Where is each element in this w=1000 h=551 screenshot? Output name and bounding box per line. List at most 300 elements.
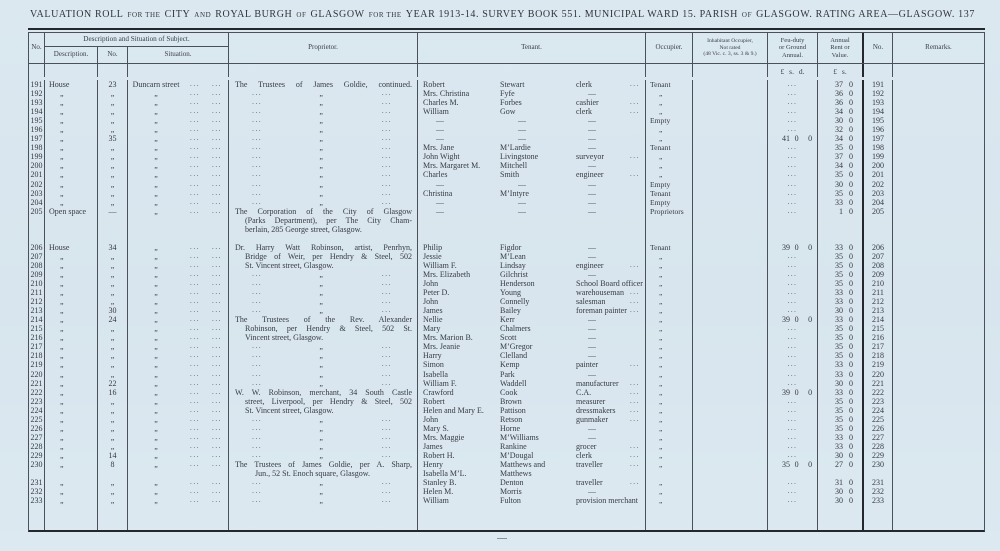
ditto-mark: „ <box>319 496 323 506</box>
leader-dots: ... <box>252 89 263 98</box>
cell-inhabitant-occupier <box>693 161 768 170</box>
leader-dots: ... <box>381 188 392 197</box>
leader-dots: ... <box>211 188 223 197</box>
cell-situation <box>128 424 229 433</box>
rent-shillings: 0 <box>849 242 853 252</box>
table-row <box>29 415 984 424</box>
leader-dots: ... <box>252 279 263 288</box>
cell-inhabitant-occupier <box>693 207 768 216</box>
cell-street-no <box>98 297 128 306</box>
cell-tenant <box>418 207 646 216</box>
table-row <box>29 107 984 116</box>
tenant-occupation-text: engineer <box>576 170 604 180</box>
ditto-mark: „ <box>319 369 323 379</box>
cell-tenant <box>418 442 646 451</box>
cell-situation <box>128 342 229 351</box>
cell-remarks <box>893 360 984 369</box>
table-row <box>29 297 984 306</box>
cell-street-no <box>98 342 128 351</box>
cell-description <box>45 234 98 243</box>
leader-dots: ... <box>211 107 223 116</box>
title-text: CITY <box>164 9 191 20</box>
cell-feu-duty <box>768 505 818 530</box>
leader-dots: ... <box>381 450 392 459</box>
ditto-mark: „ <box>659 342 663 352</box>
tenant-surname: — <box>518 134 526 144</box>
tenant-surname: Clelland <box>500 351 528 361</box>
cell-tenant <box>418 469 646 478</box>
leader-dots: ... <box>211 143 223 152</box>
ditto-mark: „ <box>110 432 115 442</box>
cell-inhabitant-occupier <box>693 397 768 406</box>
cell-tenant <box>418 134 646 143</box>
ditto-mark: „ <box>319 342 323 352</box>
cell-street-no <box>98 107 128 116</box>
units-cell <box>229 64 418 77</box>
cell-entry-no-right: 225 <box>864 415 893 424</box>
not-rated-dots: ... <box>787 405 798 414</box>
ditto-mark: „ <box>110 179 115 189</box>
cell-feu-duty <box>768 487 818 496</box>
table-row <box>29 134 984 143</box>
rent-pounds: 36 <box>835 89 843 99</box>
cell-description <box>45 333 98 342</box>
ditto-mark: „ <box>319 125 323 135</box>
cell-description <box>45 442 98 451</box>
cell-situation <box>128 198 229 207</box>
table-row <box>29 161 984 170</box>
cell-situation <box>128 315 229 324</box>
not-rated-dots: ... <box>787 333 798 342</box>
not-rated-dots: ... <box>787 170 798 179</box>
leader-dots: ... <box>381 89 392 98</box>
street-no-text: 30 <box>108 306 117 316</box>
leader-dots: ... <box>381 487 392 496</box>
cell-description <box>45 252 98 261</box>
header-feu-line1: Feu-duty <box>780 36 805 44</box>
cell-entry-no-right: 218 <box>864 351 893 360</box>
table-row <box>29 442 984 451</box>
cell-inhabitant-occupier <box>693 505 768 530</box>
tenant-surname: Smith <box>500 170 520 180</box>
leader-dots: ... <box>381 197 392 206</box>
cell-remarks <box>893 333 984 342</box>
tenant-surname: Fulton <box>500 496 521 506</box>
occupier-text: Proprietors <box>650 206 684 216</box>
cell-entry-no-right: 231 <box>864 478 893 487</box>
cell-remarks <box>893 270 984 279</box>
units-cell <box>29 64 45 77</box>
cell-entry-no: 209 <box>29 270 45 279</box>
ditto-mark: „ <box>154 89 158 99</box>
cell-annual-rent <box>818 424 864 433</box>
ditto-mark: „ <box>60 414 64 424</box>
cell-description <box>45 324 98 333</box>
cell-entry-no: 205 <box>29 207 45 216</box>
cell-feu-duty <box>768 415 818 424</box>
table-row <box>29 379 984 388</box>
not-rated-dots: ... <box>787 251 798 260</box>
tenant-surname: Mitchell <box>500 161 528 171</box>
leader-dots: ... <box>189 197 201 206</box>
cell-occupier <box>646 89 693 98</box>
tenant-surname: Fyfe <box>500 89 515 99</box>
ditto-mark: „ <box>110 351 115 361</box>
not-rated-dots: ... <box>787 116 798 125</box>
table-row <box>29 333 984 342</box>
ditto-mark: „ <box>154 125 158 135</box>
cell-street-no <box>98 207 128 216</box>
cell-inhabitant-occupier <box>693 261 768 270</box>
cell-proprietor <box>229 116 418 125</box>
rent-shillings: 0 <box>849 441 853 451</box>
not-rated-dots: ... <box>787 188 798 197</box>
ditto-mark: „ <box>154 152 158 162</box>
cell-annual-rent <box>818 80 864 89</box>
table-row <box>29 170 984 179</box>
cell-occupier <box>646 433 693 442</box>
leader-dots: ... <box>211 179 223 188</box>
ditto-mark: „ <box>154 423 158 433</box>
leader-dots: ... <box>252 414 263 423</box>
not-rated-dots: ... <box>787 351 798 360</box>
cell-occupier <box>646 397 693 406</box>
ditto-mark: „ <box>110 297 115 307</box>
cell-situation <box>128 161 229 170</box>
street-no-text: 22 <box>108 378 117 388</box>
ditto-mark: „ <box>60 342 64 352</box>
cell-entry-no: 216 <box>29 333 45 342</box>
cell-remarks <box>893 288 984 297</box>
leader-dots: ... <box>252 306 263 315</box>
cell-description <box>45 207 98 216</box>
cell-tenant <box>418 98 646 107</box>
table-row <box>29 180 984 189</box>
valuation-table <box>28 28 985 532</box>
cell-proprietor: The Trustees of James Goldie, per A. Sharp, <box>229 460 418 469</box>
cell-occupier <box>646 279 693 288</box>
cell-situation <box>128 107 229 116</box>
cell-annual-rent <box>818 496 864 505</box>
rent-shillings: 0 <box>849 143 853 153</box>
cell-entry-no-right: 193 <box>864 98 893 107</box>
leader-dots: ... <box>381 496 392 505</box>
leader-dots: ... <box>252 441 263 450</box>
table-row <box>29 261 984 270</box>
ditto-mark: „ <box>154 279 158 289</box>
cell-street-no <box>98 270 128 279</box>
cell-proprietor <box>229 134 418 143</box>
cell-situation <box>128 125 229 134</box>
cell-occupier <box>646 505 693 530</box>
header-inhabitant-occupier <box>693 33 768 63</box>
cell-annual-rent <box>818 360 864 369</box>
tenant-surname: Young <box>500 288 521 298</box>
tenant-surname: Kerr <box>500 315 515 325</box>
cell-annual-rent <box>818 170 864 179</box>
cell-inhabitant-occupier <box>693 496 768 505</box>
ditto-mark: „ <box>659 414 663 424</box>
cell-description <box>45 80 98 89</box>
leader-dots: ... <box>189 80 201 88</box>
leader-dots: ... <box>629 360 640 369</box>
cell-situation <box>128 433 229 442</box>
cell-description <box>45 496 98 505</box>
tenant-surname <box>500 234 576 243</box>
tenant-surname: Park <box>500 369 515 379</box>
cell-annual-rent <box>818 442 864 451</box>
rent-pounds: 32 <box>835 125 843 135</box>
ditto-mark: „ <box>659 423 663 433</box>
ditto-mark: „ <box>319 487 323 497</box>
ditto-mark: „ <box>110 369 115 379</box>
table-row <box>29 306 984 315</box>
cell-occupier <box>646 315 693 324</box>
tenant-forename: Mrs. Maggie <box>423 432 465 442</box>
leader-dots: ... <box>381 288 392 297</box>
tenant-surname: Brown <box>500 396 522 406</box>
cell-street-no <box>98 198 128 207</box>
cell-entry-no-right <box>864 505 893 530</box>
cell-occupier <box>646 189 693 198</box>
table-row <box>29 315 984 324</box>
cell-proprietor: berlain, 285 George street, Glasgow. <box>229 225 418 234</box>
leader-dots: ... <box>629 306 640 315</box>
ditto-mark: „ <box>319 179 323 189</box>
title-group <box>816 9 955 20</box>
cell-description <box>45 143 98 152</box>
cell-street-no <box>98 134 128 143</box>
leader-dots: ... <box>189 242 201 251</box>
leader-dots: ... <box>211 369 223 378</box>
cell-inhabitant-occupier <box>693 243 768 252</box>
leader-dots: ... <box>252 288 263 297</box>
leader-dots: ... <box>629 478 640 487</box>
cell-tenant <box>418 360 646 369</box>
cell-inhabitant-occupier <box>693 342 768 351</box>
rent-pounds: 35 <box>835 405 843 415</box>
cell-street-no <box>98 125 128 134</box>
leader-dots: ... <box>381 351 392 360</box>
ditto-mark: „ <box>154 170 158 180</box>
ditto-mark: „ <box>319 89 323 99</box>
cell-entry-no: 218 <box>29 351 45 360</box>
leader-dots: ... <box>189 423 201 432</box>
cell-entry-no <box>29 234 45 243</box>
cell-remarks <box>893 225 984 234</box>
tenant-occupation-text: painter <box>576 360 599 370</box>
cell-remarks <box>893 143 984 152</box>
cell-entry-no-right: 222 <box>864 388 893 397</box>
leader-dots: ... <box>629 170 640 179</box>
occupier-text: Tenant <box>650 242 671 252</box>
cell-entry-no: 229 <box>29 451 45 460</box>
cell-annual-rent <box>818 198 864 207</box>
table-row <box>29 360 984 369</box>
cell-occupier <box>646 234 693 243</box>
leader-dots: ... <box>211 450 223 459</box>
not-rated-dots: ... <box>787 80 798 88</box>
cell-inhabitant-occupier <box>693 306 768 315</box>
rent-pounds: 30 <box>835 450 843 460</box>
leader-dots: ... <box>252 152 263 161</box>
ditto-mark: „ <box>60 179 64 189</box>
leader-dots: ... <box>211 496 223 505</box>
cell-tenant <box>418 288 646 297</box>
not-rated-dots: ... <box>787 378 798 387</box>
tenant-forename: — <box>436 125 444 135</box>
cell-tenant <box>418 451 646 460</box>
tenant-surname: — <box>518 125 526 135</box>
cell-occupier <box>646 324 693 333</box>
ditto-mark: „ <box>319 432 323 442</box>
tenant-surname: Retson <box>500 414 523 424</box>
tenant-surname <box>500 505 576 530</box>
rent-pounds: 37 <box>835 152 843 162</box>
cell-entry-no: 199 <box>29 152 45 161</box>
rent-pounds: 31 <box>835 478 843 488</box>
table-row <box>29 189 984 198</box>
cell-proprietor <box>229 487 418 496</box>
tenant-occupation-text: traveller <box>576 459 603 469</box>
cell-situation <box>128 225 229 234</box>
cell-street-no <box>98 406 128 415</box>
cell-street-no <box>98 469 128 478</box>
cell-occupier <box>646 469 693 478</box>
cell-proprietor: Robinson, per Hendry & Steel, 502 St. <box>229 324 418 333</box>
ditto-mark: „ <box>60 297 64 307</box>
cell-feu-duty <box>768 116 818 125</box>
cell-inhabitant-occupier <box>693 288 768 297</box>
tenant-forename: Helen and Mary E. <box>423 405 484 415</box>
title-text: FOR THE <box>368 10 402 19</box>
cell-tenant <box>418 152 646 161</box>
leader-dots: ... <box>211 351 223 360</box>
rent-shillings: 0 <box>849 170 853 180</box>
tenant-occupation <box>576 388 645 397</box>
ditto-mark: „ <box>659 333 663 343</box>
cell-situation <box>128 261 229 270</box>
tenant-occupation <box>576 460 645 469</box>
tenant-surname: M’Dougal <box>500 450 534 460</box>
ditto-mark: „ <box>60 487 64 497</box>
ditto-mark: „ <box>659 459 663 469</box>
table-row <box>29 487 984 496</box>
cell-situation <box>128 360 229 369</box>
tenant-forename <box>418 505 500 530</box>
ditto-mark: „ <box>60 423 64 433</box>
cell-situation <box>128 207 229 216</box>
leader-dots: ... <box>252 369 263 378</box>
not-rated-dots: ... <box>787 414 798 423</box>
cell-feu-duty <box>768 406 818 415</box>
cell-inhabitant-occupier <box>693 216 768 225</box>
tenant-occupation-text: surveyor <box>576 152 604 162</box>
cell-situation <box>128 89 229 98</box>
cell-proprietor: Dr. Harry Watt Robinson, artist, Penrhyn, <box>229 243 418 252</box>
header-inhabitant-line1: Inhabitant Occupier, <box>707 38 753 45</box>
leader-dots: ... <box>629 387 640 396</box>
cell-remarks <box>893 505 984 530</box>
cell-description <box>45 270 98 279</box>
tenant-surname: — <box>518 206 526 216</box>
rent-shillings: 0 <box>849 161 853 171</box>
tenant-occupation-text: warehouseman <box>576 288 624 298</box>
cell-tenant <box>418 107 646 116</box>
occupier-text: Tenant <box>650 143 671 153</box>
ditto-mark: „ <box>659 487 663 497</box>
page-header <box>30 9 975 20</box>
cell-feu-duty <box>768 424 818 433</box>
feu-pounds: 39 <box>782 315 791 325</box>
cell-annual-rent <box>818 315 864 324</box>
cell-entry-no: 214 <box>29 315 45 324</box>
cell-inhabitant-occupier <box>693 315 768 324</box>
cell-entry-no-right: 211 <box>864 288 893 297</box>
cell-entry-no: 224 <box>29 406 45 415</box>
tenant-forename: James <box>423 441 443 451</box>
leader-dots: ... <box>381 369 392 378</box>
ditto-mark: „ <box>319 378 323 388</box>
cell-occupier <box>646 152 693 161</box>
cell-situation <box>128 116 229 125</box>
cell-remarks <box>893 243 984 252</box>
cell-feu-duty <box>768 89 818 98</box>
title-text: GLASGOW <box>310 9 365 20</box>
table-row <box>29 143 984 152</box>
cell-tenant <box>418 433 646 442</box>
cell-proprietor: The Corporation of the City of Glasgow <box>229 207 418 216</box>
tenant-surname: Rankine <box>500 441 527 451</box>
cell-inhabitant-occupier <box>693 80 768 89</box>
cell-entry-no: 194 <box>29 107 45 116</box>
cell-entry-no: 197 <box>29 134 45 143</box>
cell-occupier <box>646 451 693 460</box>
tenant-forename: Nellie <box>423 315 443 325</box>
ditto-mark: „ <box>60 197 64 207</box>
table-row <box>29 252 984 261</box>
tenant-forename: James <box>423 306 443 316</box>
ditto-mark: „ <box>110 333 115 343</box>
cell-tenant <box>418 279 646 288</box>
rent-shillings: 0 <box>849 405 853 415</box>
tenant-forename <box>418 225 500 234</box>
cell-street-no <box>98 225 128 234</box>
cell-feu-duty <box>768 170 818 179</box>
leader-dots: ... <box>211 324 223 333</box>
cell-occupier <box>646 225 693 234</box>
tenant-occupation <box>576 496 645 505</box>
ditto-mark: „ <box>154 188 158 198</box>
street-no-text: 23 <box>108 80 117 89</box>
cell-entry-no-right: 202 <box>864 180 893 189</box>
units-cell <box>128 64 229 77</box>
cell-remarks <box>893 207 984 216</box>
cell-proprietor <box>229 442 418 451</box>
feu-shillings: 0 <box>794 242 799 252</box>
tenant-occupation <box>576 406 645 415</box>
cell-proprietor <box>229 161 418 170</box>
not-rated-dots: ... <box>787 152 798 161</box>
title-text: FOR THE <box>127 10 161 19</box>
cell-street-no <box>98 261 128 270</box>
ditto-mark: „ <box>110 478 115 488</box>
cell-proprietor: street, Liverpool, per Hendry & Steel, 502 <box>229 397 418 406</box>
cell-description <box>45 370 98 379</box>
cell-tenant <box>418 460 646 469</box>
leader-dots: ... <box>189 459 201 468</box>
leader-dots: ... <box>189 496 201 505</box>
